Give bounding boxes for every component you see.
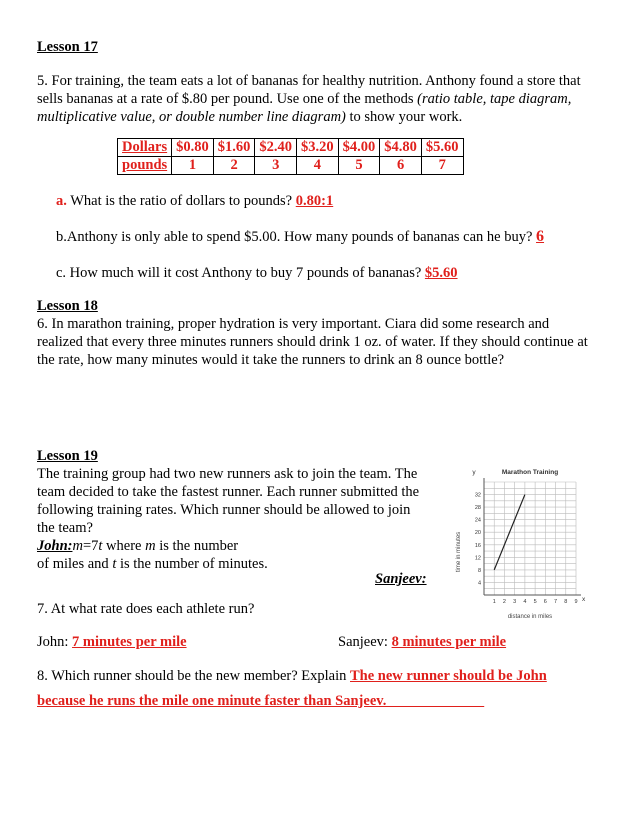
- dollars-cell: $2.40: [255, 139, 297, 157]
- sanjeev-label: Sanjeev:: [375, 571, 427, 587]
- q5-text-line-1: 5. For training, the team eats a lot of bananas for healthy nutrition. Anthony found a store that: [37, 73, 581, 89]
- q8-answer-line-1: The new runner should be John: [350, 668, 547, 684]
- lesson-17-heading: Lesson 17: [37, 39, 98, 55]
- dollars-cell: $3.20: [297, 139, 339, 157]
- john-equation-line-2: [37, 555, 268, 573]
- question-b-answer: 6: [536, 228, 545, 245]
- john-rate-answer: 7 minutes per mile: [72, 634, 187, 650]
- x-tick-label: 3: [513, 599, 517, 605]
- lesson-19-heading: Lesson 19: [37, 448, 98, 464]
- pounds-cell: 5: [338, 157, 380, 175]
- lesson-18-heading: Lesson 18: [37, 298, 98, 314]
- john-eq-rest2: is the number: [155, 538, 239, 554]
- john-line2-t: t: [112, 556, 117, 572]
- lesson-19-intro-line-2: team decided to take the fastest runner. Each runner submitted the: [37, 484, 420, 500]
- lesson-19-intro-line-3: following training rates. Which runner should be allowed to join: [37, 502, 411, 518]
- q8-answer-line-2: because he runs the mile one minute faster than Sanjeev.: [37, 693, 485, 709]
- chart-ticks: [475, 493, 578, 605]
- x-tick-label: 6: [543, 599, 547, 605]
- x-tick-label: 8: [564, 599, 568, 605]
- lesson-19-intro-line-4: the team?: [37, 520, 93, 536]
- john-eq-mid: =7: [82, 538, 99, 554]
- y-tick-label: 28: [474, 505, 481, 512]
- question-a-label: a.: [56, 193, 67, 209]
- john-eq-m: m: [72, 538, 83, 554]
- question-c: [56, 264, 458, 282]
- y-tick-label: 12: [474, 555, 481, 562]
- ratio-table: [117, 138, 464, 175]
- y-tick-label: 32: [474, 492, 481, 499]
- sanjeev-rate-label: Sanjeev:: [338, 634, 392, 650]
- john-label: John:: [37, 538, 73, 554]
- q8-text: [37, 667, 547, 685]
- john-line2-b: is the number of minutes.: [116, 556, 268, 572]
- q7-text: 7. At what rate does each athlete run?: [37, 601, 255, 617]
- chart-title: Marathon Training: [501, 469, 559, 476]
- pounds-cell: 3: [255, 157, 297, 175]
- pounds-cell: 6: [380, 157, 422, 175]
- john-rate: [37, 633, 187, 651]
- row-label-dollars: Dollars: [118, 139, 172, 157]
- q5-text-line-2: [37, 90, 571, 108]
- x-tick-label: 2: [502, 599, 506, 605]
- marathon-training-chart: [452, 462, 592, 622]
- pounds-cell: 1: [172, 157, 214, 175]
- y-tick-label: 8: [477, 567, 481, 574]
- q8-answer-line-2-wrap: [37, 692, 484, 710]
- question-b-text: b.Anthony is only able to spend $5.00. How many pounds of bananas can he buy?: [56, 229, 537, 245]
- dollars-cell: $0.80: [172, 139, 214, 157]
- question-b: [56, 228, 544, 246]
- ratio-table-row-dollars: [118, 139, 464, 157]
- x-tick-label: 4: [523, 599, 527, 605]
- john-rate-label: John:: [37, 634, 73, 650]
- pounds-cell: 2: [213, 157, 255, 175]
- john-line2-a: of miles and: [37, 556, 113, 572]
- x-tick-label: 7: [554, 599, 558, 605]
- y-axis-letter: y: [472, 469, 476, 476]
- question-a: [56, 192, 333, 210]
- x-axis-letter: x: [582, 596, 586, 603]
- dollars-cell: $5.60: [421, 139, 463, 157]
- q6-text-line-2: realized that every three minutes runners should drink 1 oz. of water. If they should continue at: [37, 334, 588, 350]
- lesson-19-intro-line-1: The training group had two new runners ask to join the team. The: [37, 466, 418, 482]
- x-tick-label: 1: [492, 599, 496, 605]
- question-c-text: c. How much will it cost Anthony to buy 7 pounds of bananas?: [56, 265, 425, 281]
- q6-text-line-1: 6. In marathon training, proper hydration is very important. Ciara did some research and: [37, 316, 550, 332]
- y-tick-label: 16: [474, 542, 481, 549]
- q5-methods-italic-1: (ratio table, tape diagram,: [417, 91, 572, 107]
- sanjeev-rate-answer: 8 minutes per mile: [391, 634, 507, 650]
- dollars-cell: $4.00: [338, 139, 380, 157]
- y-tick-label: 24: [474, 517, 481, 524]
- x-tick-label: 9: [574, 599, 578, 605]
- pounds-cell: 4: [297, 157, 339, 175]
- sanjeev-rate: [338, 633, 506, 651]
- q5-text-line-2-plain: sells bananas at a rate of $.80 per pound. Use one of the methods: [37, 91, 418, 107]
- x-tick-label: 5: [533, 599, 537, 605]
- question-a-answer: 0.80:1: [295, 193, 334, 209]
- john-equation: [37, 537, 238, 555]
- dollars-cell: $1.60: [213, 139, 255, 157]
- ratio-table-row-pounds: [118, 157, 464, 175]
- chart-grid: [484, 482, 576, 595]
- question-c-answer: $5.60: [424, 265, 458, 281]
- y-tick-label: 4: [477, 580, 481, 587]
- row-label-pounds: pounds: [118, 157, 172, 175]
- chart-svg: [452, 462, 592, 622]
- y-tick-label: 20: [474, 530, 481, 537]
- pounds-cell: 7: [421, 157, 463, 175]
- john-eq-m2: m: [145, 538, 156, 554]
- john-eq-rest: where: [102, 538, 146, 554]
- y-axis-label: time in minutes: [456, 531, 462, 573]
- x-axis-label: distance in miles: [507, 614, 553, 620]
- q5-methods-italic-2: multiplicative value, or double number line diagram): [37, 109, 346, 125]
- john-eq-t: t: [98, 538, 103, 554]
- q8-question: 8. Which runner should be the new member? Explain: [37, 668, 351, 684]
- question-a-text: What is the ratio of dollars to pounds?: [66, 193, 296, 209]
- q6-text-line-3: the rate, how many minutes would it take the runners to drink an 8 ounce bottle?: [37, 352, 505, 368]
- q5-text-line-3: [37, 108, 462, 126]
- dollars-cell: $4.80: [380, 139, 422, 157]
- q5-text-line-3-plain: to show your work.: [345, 109, 463, 125]
